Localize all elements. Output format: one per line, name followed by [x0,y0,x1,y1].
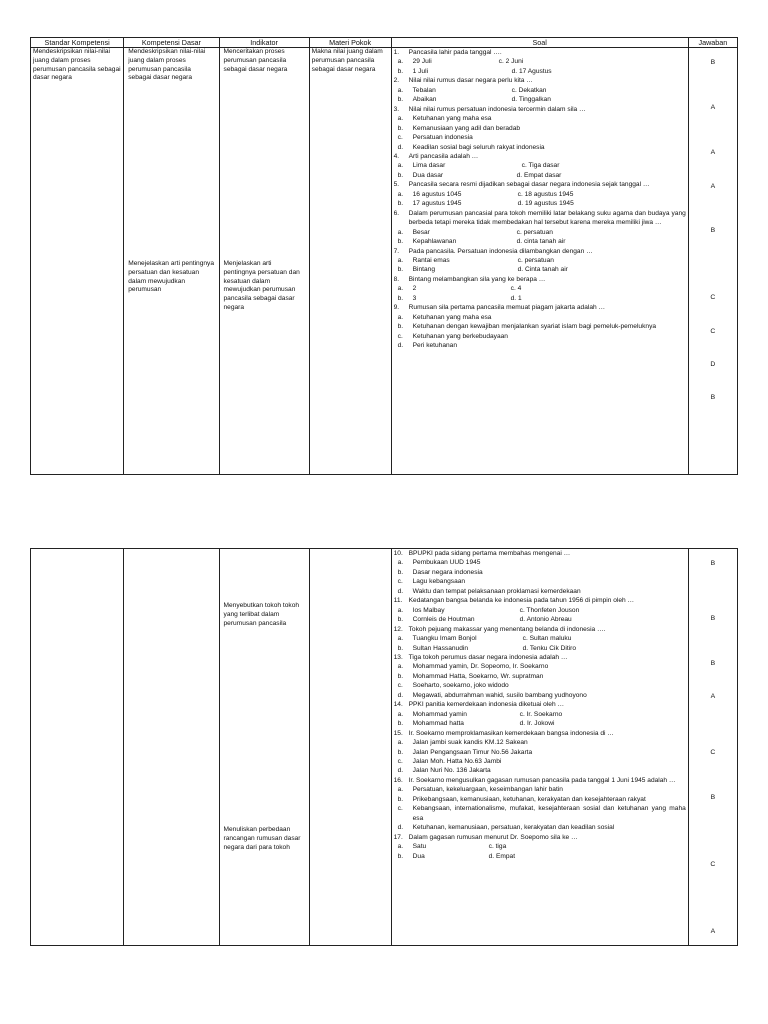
header-indikator: Indikator [219,38,309,48]
question-number: 8. [393,275,400,283]
option-b: Kemanusiaan yang adil dan beradab [412,124,521,132]
option-a: Ios Malbay [412,606,445,614]
table-header-row [31,38,738,48]
answer-1: B [710,59,716,66]
question-text: Dalam gagasan rumusan menurut Dr. Soepomo sila ke … [408,833,578,841]
option-b: Abaikan [412,96,437,104]
option-a: Persatuan, kekeluargaan, keseimbangan lahir batin [412,786,563,794]
question-number: 15. [393,729,403,737]
option-d: d. 17 Agustus [511,67,552,75]
option-c: c. tiga [488,843,507,851]
kompetensi-dasar-cell [124,48,219,475]
kompetensi-dasar-text-2: Menejelaskan arti pentingnya persatuan dan kesatuan dalam mewujudkan perumusan [128,260,215,294]
option-d: Jalan Nuri No. 136 Jakarta [412,767,491,775]
answer-15: B [710,794,716,801]
option-b: Dua [412,852,425,860]
option-c: c. Dekatkan [511,86,547,94]
option-d: d. Empat dasar [516,171,562,179]
soal-cell [391,549,688,946]
question-text: BPUPKI pada sidang pertama membahas mengenai … [408,550,571,557]
question-number: 3. [393,105,400,113]
question-text: Bintang melambangkan sila yang ke berapa … [408,275,546,283]
question-text: Pancasila secara resmi dijadikan sebagai dasar negara indonesia sejak tanggal … [408,181,650,189]
option-c: Soeharto, soekarno, joko widodo [412,682,509,690]
option-b: 1 Juli [412,67,429,75]
option-b: Sultan Hassanudin [412,644,468,652]
answer-3: A [710,149,716,156]
answer-4: A [710,183,716,190]
option-d: d. Tinggalkan [511,96,551,104]
option-d: d. Cinta tanah air [517,266,568,274]
option-b: Kepahlawanan [412,238,457,246]
question-number: 9. [393,304,400,312]
indikator-text-1: Menceritakan proses perumusan pancasila sebagai dasar negara [223,48,288,73]
standar-kompetensi-text: Mendeskripsikan nilai-nilai juang dalam proses perumusan pancasila sebagai dasar negara [33,48,121,82]
question-7: 7. Pada pancasila. Persatuan indonesia dilambangkan dengan … a. Rantai emas c. persatuan b. Bintang d. Cinta tanah air [393,247,593,274]
option-d: d. 19 agustus 1945 [517,200,574,208]
indikator-cell [219,48,309,475]
option-d: d. Ir. Jokowi [519,720,555,728]
option-d: d. Tenku Cik Ditiro [522,644,577,652]
question-12: 12. Tokoh pejuang makassar yang menentang belanda di indonesia …. a. Tuangku Imam Bonjol c. Sultan maluku b. Sultan Hassanudin d. Tenku Cik Ditiro [393,625,606,652]
question-number: 5. [393,181,400,189]
option-a: Pembukaan UUD 1945 [412,559,481,567]
indikator-text-3: Menyebutkan tokoh tokoh yang terlibat dalam perumusan pancasila [223,602,300,627]
option-a: Lima dasar [412,162,446,170]
answer-13: A [710,693,716,700]
option-d: Megawati, abdurrahman wahid, susilo bambang yudhoyono [412,691,587,699]
option-a: 16 agustus 1045 [412,190,462,198]
option-b: 17 agustus 1945 [412,200,462,208]
question-3: 3. Nilai nilai rumus persatuan indonesia tercermin dalam sila … a. Ketuhanan yang maha esa b. Kemanusiaan yang adil dan beradab c. Persatuan indonesia d. Keadilan sosial bagi seluruh rakyat indonesia [393,105,586,151]
question-number: 11. [393,597,403,605]
option-a: Jalan jambi suak kandis KM.12 Sakean [412,739,528,747]
option-c: Persatuan indonesia [412,134,473,142]
option-d: Peri ketuhanan [412,342,457,350]
option-c: c. Sultan maluku [522,635,572,643]
answer-10: B [710,560,716,567]
option-a: Rantai emas [412,256,450,264]
jawaban-cell [688,48,737,475]
option-a: Tebalan [412,86,436,94]
kompetensi-dasar-cell [124,549,219,946]
option-c: c. Ir. Soekarno [519,710,563,718]
option-c: c. 18 agustus 1945 [517,190,574,198]
answer-5: B [710,227,716,234]
answer-7: C [710,328,716,335]
option-d: d. Empat [488,852,516,860]
standar-kompetensi-cell [31,549,124,946]
question-6: 6. Dalam perumusan pancasial para tokoh memiliki latar belakang suku agama dan budaya yang berbeda tetapi mereka tidak membedakan hal tersebut karena mereka memiliki jiwa … a. Besar c. persatuan b. Kepahlawanan d. cinta tanah air [393,209,686,246]
soal-table-page-1 [30,37,738,475]
question-number: 7. [393,247,400,255]
indikator-cell [219,549,309,946]
answer-8: D [710,361,716,368]
question-4: 4. Arti pancasila adalah … a. Lima dasar c. Tiga dasar b. Dua dasar d. Empat dasar [393,152,562,179]
question-number: 12. [393,625,403,633]
answer-2: A [710,104,716,111]
option-a: Satu [412,843,427,851]
header-materi-pokok: Materi Pokok [309,38,391,48]
answer-11: B [710,615,716,622]
question-text: Pada pancasila. Persatuan indonesia dilambangkan dengan … [408,247,593,255]
question-16: 16. Ir. Soekarno mengusulkan gagasan rumusan pancasila pada tanggal 1 Juni 1945 adalah … a. Persatuan, kekeluargaan, keseimbangan lahir batin b. Prikebangsaan, kemanusiaan, ketuhanan, kerakyatan dan kesejahteraan rakyat c. Kebangsaan, internationalisme, mufakat, kesejahteraan sosial dan ketuhanan yang maha esa d. Ketuhanan, kemanusiaan, persatuan, kerakyatan dan keadilan sosial [393,776,686,832]
option-b: Prikebangsaan, kemanusiaan, ketuhanan, kerakyatan dan kesejahteraan rakyat [412,795,646,803]
table-row [31,549,738,946]
question-number: 1. [393,49,400,56]
soal-table-page-2 [30,548,738,946]
kompetensi-dasar-text-1: Mendeskripsikan nilai-nilai juang dalam proses perumusan pancasila sebagai dasar negara [128,48,206,82]
question-14: 14. PPKI panitia kemerdekaan indonesia diketuai oleh … a. Mohammad yamin c. Ir. Soekarno b. Mohammad hatta d. Ir. Jokowi [393,701,565,728]
question-13: 13. Tiga tokoh perumus dasar negara indonesia adalah … a. Mohammad yamin, Dr. Sopeomo, Ir. Soekarno b. Mohammad Hatta, Soekarno, Wr. supratman c. Soeharto, soekarno, joko widodo d. Megawati, abdurrahman wahid, susilo bambang yudhoyono [393,653,587,699]
option-b: Ketuhanan dengan kewajiban menjalankan syariat islam bagi pemeluk-pemeluknya [412,323,657,331]
header-standar-kompetensi: Standar Kompetensi [31,38,124,48]
indikator-text-4: Menuliskan perbedaan rancangan rumusan dasar negara dari para tokoh [223,826,301,851]
option-c: c. persatuan [516,228,553,236]
header-kompetensi-dasar: Kompetensi Dasar [124,38,219,48]
option-a: Mohammad yamin, Dr. Sopeomo, Ir. Soekarno [412,663,549,671]
question-text: Nilai nilai rumus persatuan indonesia tercermin dalam sila … [408,105,586,113]
materi-pokok-cell [309,48,391,475]
answer-17: A [710,928,716,935]
option-a: Ketuhanan yang maha esa [412,115,492,123]
option-b: Jalan Pengangsaan Timur No.56 Jakarta [412,748,533,756]
question-number: 10. [393,550,403,557]
question-1: 1. Pancasila lahir pada tanggal …. a. 29 Juli c. 2 Juni b. 1 Juli d. 17 Agustus [393,49,552,75]
question-text: Rumusan sila pertama pancasila memuat piagam jakarta adalah … [408,304,606,312]
option-b: Mohammad hatta [412,720,464,728]
materi-pokok-cell [309,549,391,946]
question-text: Pancasila lahir pada tanggal …. [408,49,502,56]
answer-6: C [710,294,716,301]
option-d: Waktu dan tempat pelaksanaan proklamasi kemerdekaan [412,587,581,595]
option-c: Jalan Moh. Hatta No.63 Jambi [412,757,502,765]
question-text: PPKI panitia kemerdekaan indonesia diketuai oleh … [408,701,565,709]
question-text: Tiga tokoh perumus dasar negara indonesia adalah … [408,653,568,661]
jawaban-cell [688,549,737,946]
option-c: Lagu kebangsaan [412,578,466,586]
question-number: 6. [393,209,400,217]
question-5: 5. Pancasila secara resmi dijadikan sebagai dasar negara indonesia sejak tanggal … a. 16 agustus 1045 c. 18 agustus 1945 b. 17 agustus 1945 d. 19 agustus 1945 [393,181,650,208]
question-text: Dalam perumusan pancasial para tokoh memiliki latar belakang suku agama dan budaya yang berbeda tetapi mereka tidak membedakan hal tersebut karena mereka memiliki jiwa … [408,209,686,227]
option-d: Ketuhanan, kemanusiaan, persatuan, kerakyatan dan keadilan sosial [412,824,615,832]
option-c: c. 4 [510,285,522,293]
option-a: 2 [412,285,417,293]
question-text: Ir. Soekarno mengusulkan gagasan rumusan pancasila pada tanggal 1 Juni 1945 adalah … [408,776,676,784]
soal-cell [391,48,688,475]
option-c: c. Thonfeten Jouson [519,606,580,614]
header-jawaban: Jawaban [688,38,737,48]
table-row [31,48,738,475]
materi-pokok-text: Makna nilai juang dalam perumusan pancasila sebagai dasar negara [311,48,383,73]
option-b: Dasar negara indonesia [412,568,483,576]
option-b: Mohammad Hatta, Soekarno, Wr. supratman [412,672,544,680]
question-text: Tokoh pejuang makassar yang menentang belanda di indonesia …. [408,625,606,633]
question-10: 10. BPUPKI pada sidang pertama membahas mengenai … a. Pembukaan UUD 1945 b. Dasar negara indonesia c. Lagu kebangsaan d. Waktu dan tempat pelaksanaan proklamasi kemerdekaan [393,550,581,595]
option-a: 29 Juli [412,58,432,66]
question-number: 13. [393,653,403,661]
option-d: d. 1 [510,294,522,302]
question-17: 17. Dalam gagasan rumusan menurut Dr. Soepomo sila ke … a. Satu c. tiga b. Dua d. Empat [393,833,578,860]
standar-kompetensi-cell [31,48,124,475]
option-b: Cornleis de Houtman [412,616,475,624]
question-9: 9. Rumusan sila pertama pancasila memuat piagam jakarta adalah … a. Ketuhanan yang maha esa b. Ketuhanan dengan kewajiban menjalankan syariat islam bagi pemeluk-pemeluknya c. Ketuhanan yang berkebudayaan d. Peri ketuhanan [393,304,657,350]
answer-9: B [710,394,716,401]
answer-14: C [710,749,716,756]
option-a: Besar [412,228,430,236]
question-text: Arti pancasila adalah … [408,152,479,160]
option-b: Bintang [412,266,436,274]
question-number: 14. [393,701,403,709]
option-c: c. persatuan [517,256,554,264]
option-d: d. cinta tanah air [516,238,566,246]
option-d: Keadilan sosial bagi seluruh rakyat indonesia [412,143,545,151]
option-c: Ketuhanan yang berkebudayaan [412,332,508,340]
question-number: 16. [393,776,403,784]
question-text: Kedatangan bangsa belanda ke indonesia pada tahun 1956 di pimpin oleh … [408,597,635,605]
option-c: Kebangsaan, internationalisme, mufakat, kesejahteraan sosial dan ketuhanan yang maha esa [412,805,686,822]
question-11: 11. Kedatangan bangsa belanda ke indonesia pada tahun 1956 di pimpin oleh … a. Ios Malbay c. Thonfeten Jouson b. Cornleis de Houtman d. Antonio Abreau [393,597,635,624]
answer-16: C [710,861,716,868]
question-number: 4. [393,152,400,160]
option-d: d. Antonio Abreau [519,616,572,624]
option-a: Ketuhanan yang maha esa [412,313,492,321]
header-soal: Soal [391,38,688,48]
option-b: Dua dasar [412,171,444,179]
indikator-text-2: Menjelaskan arti pentingnya persatuan dan kesatuan dalam mewujudkan perumusan pancasila sebagai dasar negara [223,260,300,311]
question-15: 15. Ir. Soekarno memproklamasikan kemerdekaan bangsa indonesia di … a. Jalan jambi suak kandis KM.12 Sakean b. Jalan Pengangsaan Timur No.56 Jakarta c. Jalan Moh. Hatta No.63 Jambi d. Jalan Nuri No. 136 Jakarta [393,729,614,775]
answer-12: B [710,660,716,667]
question-number: 2. [393,77,400,85]
option-c: c. Tiga dasar [521,162,560,170]
question-number: 17. [393,833,403,841]
option-c: c. 2 Juni [498,58,524,66]
option-a: Tuangku Imam Bonjol [412,635,477,643]
question-text: Ir. Soekarno memproklamasikan kemerdekaan bangsa indonesia di … [408,729,614,737]
question-text: Nilai nilai rumus dasar negara perlu kita … [408,77,533,85]
option-b: 3 [412,294,417,302]
question-8: 8. Bintang melambangkan sila yang ke berapa … a. 2 c. 4 b. 3 d. 1 [393,275,546,302]
question-2: 2. Nilai nilai rumus dasar negara perlu kita … a. Tebalan c. Dekatkan b. Abaikan d. Tinggalkan [393,77,551,104]
option-a: Mohammad yamin [412,710,467,718]
